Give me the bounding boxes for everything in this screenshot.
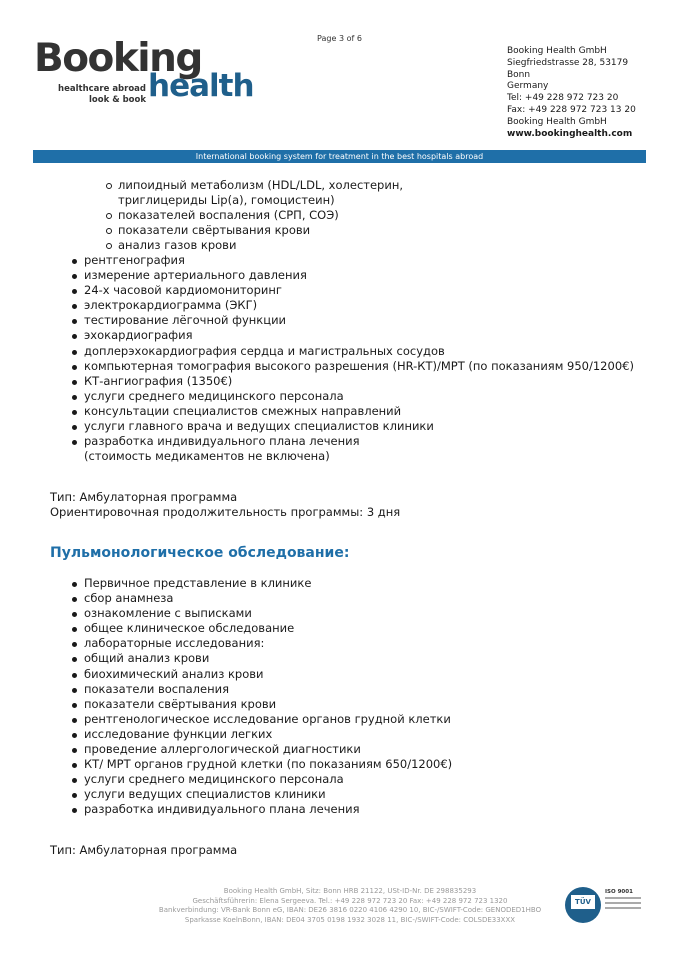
iso-label: ISO 9001 xyxy=(605,889,633,895)
lab-sub-list xyxy=(106,178,403,253)
bullet-icon xyxy=(72,748,77,753)
list-item-text: триглицериды Lip(a), гомоцистеин) xyxy=(118,193,335,208)
list-item-text: услуги среднего медицинского персонала xyxy=(84,388,344,403)
list-item-text: услуги ведущих специалистов клиники xyxy=(84,787,326,802)
page-number: Page 3 of 6 xyxy=(317,34,362,43)
list-item-text: анализ газов крови xyxy=(118,238,237,253)
bullet-icon xyxy=(72,793,77,798)
list-item-text: услуги главного врача и ведущих специалистов клиники xyxy=(84,419,434,434)
logo-tagline-1: healthcare abroad xyxy=(58,84,146,94)
list-item-text: общий анализ крови xyxy=(84,651,210,666)
list-item-text: компьютерная томография высокого разрешения (HR-КТ)/МРТ (по показаниям 950/1200€) xyxy=(84,358,634,373)
program-duration: Ориентировочная продолжительность программы: 3 дня xyxy=(50,505,401,519)
bullet-icon xyxy=(72,334,77,339)
list-item xyxy=(72,268,634,283)
list-item-text: липоидный метаболизм (HDL/LDL, холестерин, xyxy=(118,178,403,192)
list-item xyxy=(72,313,634,328)
bullet-icon xyxy=(72,425,77,430)
website-link[interactable]: www.bookinghealth.com xyxy=(507,128,633,139)
sub-list-item xyxy=(106,208,403,223)
list-item xyxy=(72,419,634,434)
list-item-text: КТ/ МРТ органов грудной клетки (по показаниям 650/1200€) xyxy=(84,757,453,772)
bullet-icon xyxy=(72,410,77,415)
list-item-text: услуги среднего медицинского персонала xyxy=(84,772,344,787)
address-line: Bonn xyxy=(507,69,531,80)
logo-word-health: health xyxy=(148,68,254,104)
bullet-icon xyxy=(72,627,77,632)
bullet-icon xyxy=(72,733,77,738)
list-item-text: показатели свёртывания крови xyxy=(118,223,311,238)
list-item-text: КТ-ангиография (1350€) xyxy=(84,373,233,388)
address-line: Tel: +49 228 972 723 20 xyxy=(507,93,619,104)
list-item-text: Первичное представление в клинике xyxy=(84,576,312,590)
bullet-icon xyxy=(72,703,77,708)
logo-word-booking: Booking xyxy=(34,36,202,81)
list-item-text: показатели свёртывания крови xyxy=(84,696,277,711)
circle-bullet-icon xyxy=(106,243,112,249)
header-banner: International booking system for treatment in the best hospitals abroad xyxy=(33,150,646,163)
list-item xyxy=(72,742,452,757)
list-item-text: доплерэхокардиография сердца и магистральных сосудов xyxy=(84,343,445,358)
list-item-text: сбор анамнеза xyxy=(84,591,174,606)
list-item xyxy=(72,253,634,268)
bullet-icon xyxy=(72,657,77,662)
list-item-text: показателей воспаления (СРП, СОЭ) xyxy=(118,208,339,223)
bullet-icon xyxy=(72,673,77,678)
list-item-text: консультации специалистов смежных направлений xyxy=(84,403,402,418)
certificate-fine-print xyxy=(605,897,641,912)
list-item xyxy=(72,434,634,464)
list-item-text: рентгенологическое исследование органов грудной клетки xyxy=(84,711,451,726)
list-item xyxy=(72,757,452,772)
list-item-text: биохимический анализ крови xyxy=(84,666,264,681)
list-item xyxy=(72,727,452,742)
bullet-icon xyxy=(72,395,77,400)
footer-legal xyxy=(130,887,570,925)
bullet-icon xyxy=(72,380,77,385)
list-item xyxy=(72,576,452,591)
bullet-icon xyxy=(72,597,77,602)
list-item-text: разработка индивидуального плана лечения xyxy=(84,434,360,449)
list-item-text: общее клиническое обследование xyxy=(84,621,295,636)
address-line: Fax: +49 228 972 723 13 20 xyxy=(507,104,636,115)
list-item-text: проведение аллергологической диагностики xyxy=(84,742,361,757)
footer-line: Geschäftsführerin: Elena Sergeeva. Tel.: +49 228 972 723 20 Fax: +49 228 972 723 1320 xyxy=(192,896,508,905)
list-item-text: тестирование лёгочной функции xyxy=(84,313,287,328)
footer-line: Booking Health GmbH, Sitz: Bonn HRB 21122, USt-ID-Nr. DE 298835293 xyxy=(223,887,477,895)
bullet-icon xyxy=(72,304,77,309)
list-item xyxy=(72,606,452,621)
list-item xyxy=(72,404,634,419)
program-items-list xyxy=(72,253,634,464)
bullet-icon xyxy=(72,808,77,813)
section-title-pulmonology: Пульмонологическое обследование: xyxy=(50,545,350,561)
list-item xyxy=(72,667,452,682)
bullet-icon xyxy=(72,350,77,355)
sub-list-item xyxy=(106,223,403,238)
bullet-icon xyxy=(72,688,77,693)
list-item-text: (стоимость медикаментов не включена) xyxy=(84,449,330,464)
bullet-icon xyxy=(72,319,77,324)
list-item xyxy=(72,389,634,404)
bullet-icon xyxy=(72,582,77,587)
list-item xyxy=(72,636,452,651)
list-item xyxy=(72,787,452,802)
tuv-certificate xyxy=(565,887,645,931)
list-item-text: 24-х часовой кардиомониторинг xyxy=(84,283,282,298)
address-line: Germany xyxy=(507,81,549,92)
list-item xyxy=(72,591,452,606)
footer-line: Bankverbindung: VR-Bank Bonn eG, IBAN: DE26 3816 0220 4106 4290 10, BIC-/SWIFT-Code: GENODED1HBO xyxy=(158,906,542,915)
list-item xyxy=(72,359,634,374)
list-item xyxy=(72,712,452,727)
list-item xyxy=(72,802,452,817)
list-item-text: исследование функции легких xyxy=(84,726,273,741)
sub-list-item xyxy=(106,178,403,208)
list-item xyxy=(72,621,452,636)
bullet-icon xyxy=(72,763,77,768)
company-address xyxy=(507,46,636,140)
list-item xyxy=(72,651,452,666)
footer-line: Sparkasse KoelnBonn, IBAN: DE04 3705 0198 1932 3028 11, BIC-/SWIFT-Code: COLSDE33XXX xyxy=(184,915,516,924)
circle-bullet-icon xyxy=(106,228,112,234)
list-item xyxy=(72,682,452,697)
tuv-seal-icon xyxy=(565,887,601,923)
list-item xyxy=(72,374,634,389)
list-item xyxy=(72,298,634,313)
logo-tagline-2: look & book xyxy=(89,95,146,105)
list-item xyxy=(72,283,634,298)
list-item-text: электрокардиограмма (ЭКГ) xyxy=(84,298,258,313)
bullet-icon xyxy=(72,259,77,264)
list-item xyxy=(72,328,634,343)
bullet-icon xyxy=(72,289,77,294)
list-item-text: измерение артериального давления xyxy=(84,268,307,283)
list-item-text: показатели воспаления xyxy=(84,681,230,696)
list-item xyxy=(72,344,634,359)
address-line: Siegfriedstrasse 28, 53179 xyxy=(507,57,629,68)
bullet-icon xyxy=(72,642,77,647)
list-item-text: лабораторные исследования: xyxy=(84,636,265,651)
sub-list-item xyxy=(106,238,403,253)
booking-health-logo xyxy=(34,36,264,110)
list-item-text: разработка индивидуального плана лечения xyxy=(84,802,360,817)
list-item-text: рентгенография xyxy=(84,253,185,267)
tuv-seal-text: TÜV xyxy=(571,895,595,909)
address-line: Booking Health GmbH xyxy=(507,46,607,56)
bullet-icon xyxy=(72,440,77,445)
circle-bullet-icon xyxy=(106,213,112,219)
program-type-2: Тип: Амбулаторная программа xyxy=(50,843,238,857)
list-item-text: ознакомление с выписками xyxy=(84,606,252,621)
list-item-text: эхокардиография xyxy=(84,328,193,343)
address-line: Booking Health GmbH xyxy=(507,116,607,127)
program-type: Тип: Амбулаторная программа xyxy=(50,490,238,504)
circle-bullet-icon xyxy=(106,183,112,189)
bullet-icon xyxy=(72,718,77,723)
bullet-icon xyxy=(72,612,77,617)
list-item xyxy=(72,697,452,712)
bullet-icon xyxy=(72,778,77,783)
bullet-icon xyxy=(72,274,77,279)
list-item xyxy=(72,772,452,787)
bullet-icon xyxy=(72,365,77,370)
pulmonology-items-list xyxy=(72,576,452,818)
